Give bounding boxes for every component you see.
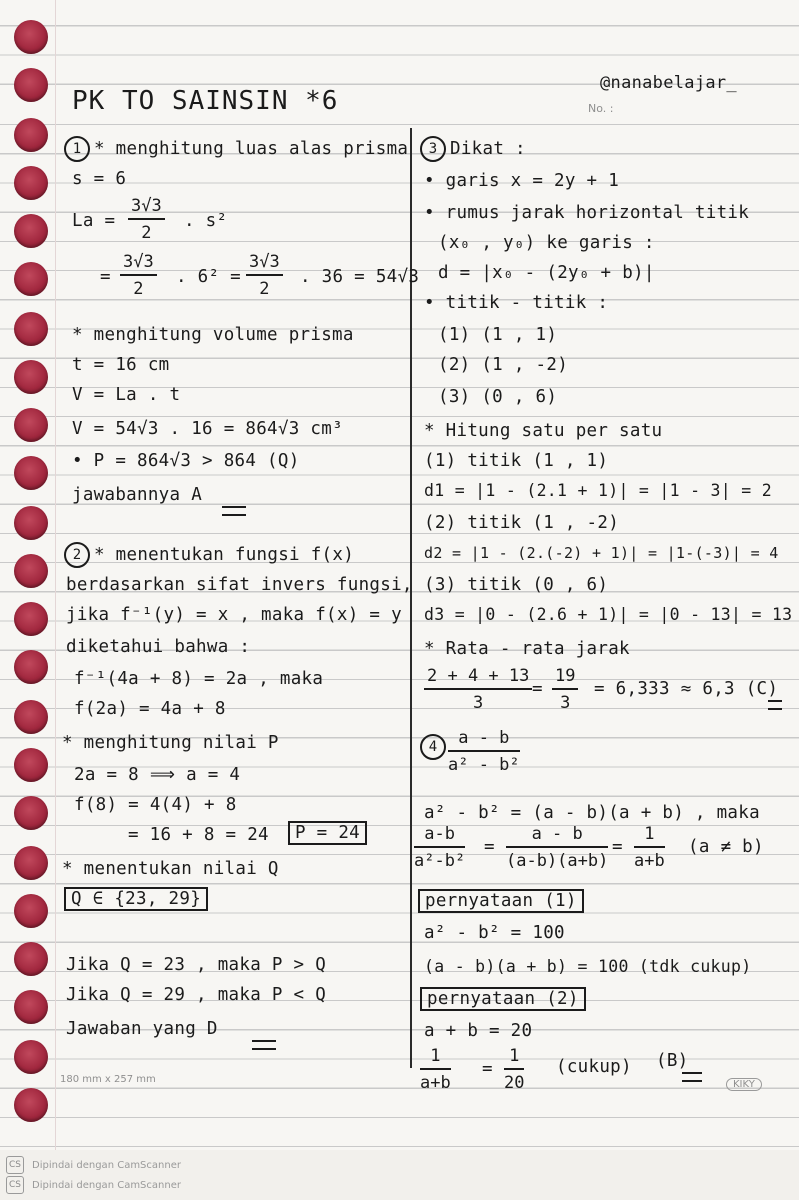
author-handle: @nanabelajar_	[600, 73, 737, 93]
q2-line-2: jika f⁻¹(y) = x , maka f(x) = y	[66, 605, 402, 625]
q4-fraction-4: $\frac{1}{a+b}$	[420, 1046, 451, 1093]
q3-case-1: (1) titik (1 , 1)	[424, 451, 609, 471]
q4-answer-underline	[682, 1072, 702, 1082]
q4-equals-1: =	[484, 837, 495, 857]
q3-line-3: (x₀ , y₀) ke garis :	[438, 233, 655, 253]
scan-watermark-text: Dipindai dengan CamScanner	[32, 1179, 181, 1191]
binder-hole	[14, 602, 48, 636]
scan-watermark-text: Dipindai dengan CamScanner	[32, 1159, 181, 1171]
q4-condition: (a ≠ b)	[688, 837, 764, 857]
q1-area-fraction-2: $\frac{3√3}{2}$	[120, 252, 157, 299]
q3-heading: Dikat :	[450, 139, 526, 159]
q4-equals-3: =	[482, 1059, 493, 1079]
q4-line-3: (a - b)(a + b) = 100 (tdk cukup)	[424, 957, 752, 976]
q3-point-2: (2) (1 , -2)	[438, 355, 569, 375]
binder-hole	[14, 214, 48, 248]
binder-hole	[14, 312, 48, 346]
q1-area-eq-mid: . 6² =	[176, 267, 242, 287]
binder-hole	[14, 846, 48, 880]
scan-watermark-row	[6, 1174, 181, 1196]
q1-volume-heading: * menghitung volume prisma	[72, 325, 354, 345]
q1-area-formula-suffix: . s²	[184, 211, 228, 231]
binder-hole	[14, 1040, 48, 1074]
q2-answer-underline	[252, 1040, 276, 1050]
paper-size-label: 180 mm x 257 mm	[60, 1074, 156, 1085]
page-number-label: No. :	[588, 102, 614, 115]
q3-average-equals: =	[532, 679, 543, 699]
q3-average-result: = 6,333 ≈ 6,3 (C)	[594, 679, 779, 699]
q2-line-7: f(8) = 4(4) + 8	[74, 795, 237, 815]
q2-line-10: Jika Q = 29 , maka P < Q	[66, 985, 327, 1005]
q3-line-1: • garis x = 2y + 1	[424, 171, 620, 191]
binder-hole	[14, 894, 48, 928]
q4-expression: $\frac{a - b}{\text{a² - b²}}$	[448, 728, 520, 775]
q4-answer: (B)	[656, 1051, 689, 1071]
q3-line-4: d = |x₀ - (2y₀ + b)|	[438, 263, 655, 283]
binder-hole	[14, 360, 48, 394]
q4-line-2: a² - b² = 100	[424, 923, 565, 943]
q2-heading: * menentukan fungsi f(x)	[94, 545, 355, 565]
paper-brand-label: KIKY	[726, 1078, 762, 1091]
q1-area-formula-prefix: La =	[72, 211, 116, 231]
q1-area-eq-prefix: =	[100, 267, 111, 287]
binder-hole	[14, 20, 48, 54]
binder-hole	[14, 1088, 48, 1122]
q2-line-4: f⁻¹(4a + 8) = 2a , maka	[74, 669, 324, 689]
q3-line-5: • titik - titik :	[424, 293, 609, 313]
binder-hole	[14, 118, 48, 152]
q1-heading: * menghitung luas alas prisma	[94, 139, 409, 159]
q3-average-fraction-2: $\frac{19}{3}$	[552, 666, 578, 713]
question-number-2: 2	[64, 542, 90, 568]
q3-point-1: (1) (1 , 1)	[438, 325, 558, 345]
margin-line	[55, 0, 56, 1150]
q2-line-8: = 16 + 8 = 24	[128, 825, 269, 845]
q2-p-heading: * menghitung nilai P	[62, 733, 279, 753]
q1-side-length: s = 6	[72, 169, 127, 189]
binder-hole	[14, 990, 48, 1024]
q3-answer-underline	[768, 700, 782, 710]
q3-line-2: • rumus jarak horizontal titik	[424, 203, 750, 223]
q4-equals-2: =	[612, 837, 623, 857]
binder-hole	[14, 262, 48, 296]
q2-p-result-box: P = 24	[288, 822, 367, 844]
binder-hole	[14, 408, 48, 442]
q1-answer-underline	[222, 506, 246, 516]
q3-distance-2: d2 = |1 - (2.(-2) + 1)| = |1-(-3)| = 4	[424, 544, 779, 562]
binder-hole	[14, 554, 48, 588]
binder-hole	[14, 796, 48, 830]
q4-statement-2-box: pernyataan (2)	[420, 988, 586, 1010]
q2-q-set-box: Q ∈ {23, 29}	[64, 888, 208, 910]
q2-line-9: Jika Q = 23 , maka P > Q	[66, 955, 327, 975]
q1-volume-value: V = 54√3 . 16 = 864√3 cm³	[72, 419, 343, 439]
q3-average-fraction: $\frac{2 + 4 + 13}{3}$	[424, 666, 532, 713]
binder-hole	[14, 748, 48, 782]
q2-line-3: diketahui bahwa :	[66, 637, 251, 657]
q2-answer: Jawaban yang D	[66, 1019, 218, 1039]
q4-fraction-5: $\frac{1}{20}$	[504, 1046, 525, 1093]
binder-hole	[14, 506, 48, 540]
question-number-4: 4	[420, 734, 446, 760]
q1-answer: jawabannya A	[72, 485, 203, 505]
scan-watermark-row	[6, 1154, 181, 1176]
q2-line-1: berdasarkan sifat invers fungsi,	[66, 575, 413, 595]
binder-hole	[14, 456, 48, 490]
q4-sufficient: (cukup)	[556, 1057, 632, 1077]
binder-hole	[14, 942, 48, 976]
q2-line-5: f(2a) = 4a + 8	[74, 699, 226, 719]
q3-calc-heading: * Hitung satu per satu	[424, 421, 663, 441]
q3-point-3: (3) (0 , 6)	[438, 387, 558, 407]
q4-line-1: a² - b² = (a - b)(a + b) , maka	[424, 803, 760, 823]
q1-height: t = 16 cm	[72, 355, 170, 375]
q4-fraction-1: $\frac{a-b}{\text{a²-b²}}$	[414, 824, 466, 871]
q1-compare: • P = 864√3 > 864 (Q)	[72, 451, 300, 471]
camscanner-logo: CS	[6, 1176, 24, 1194]
q3-distance-1: d1 = |1 - (2.1 + 1)| = |1 - 3| = 2	[424, 481, 772, 500]
scanner-footer	[0, 1150, 799, 1200]
q2-q-heading: * menentukan nilai Q	[62, 859, 279, 879]
q1-area-result: . 36 = 54√3	[300, 267, 420, 287]
q2-line-6: 2a = 8 ⟹ a = 4	[74, 765, 241, 785]
question-number-3: 3	[420, 136, 446, 162]
binder-hole	[14, 166, 48, 200]
q1-area-fraction-3: $\frac{3√3}{2}$	[246, 252, 283, 299]
q3-average-heading: * Rata - rata jarak	[424, 639, 630, 659]
page-title: PK TO SAINSIN *6	[72, 86, 339, 116]
q1-area-fraction: $\frac{3√3}{2}$	[128, 196, 165, 243]
binder-hole	[14, 650, 48, 684]
question-number-1: 1	[64, 136, 90, 162]
q4-statement-1-box: pernyataan (1)	[418, 890, 584, 912]
q3-case-2: (2) titik (1 , -2)	[424, 513, 620, 533]
q4-fraction-2: $\frac{a - b}{(a-b)(a+b)}$	[506, 824, 609, 871]
q4-fraction-3: $\frac{1}{a+b}$	[634, 824, 665, 871]
q4-line-4: a + b = 20	[424, 1021, 533, 1041]
q3-case-3: (3) titik (0 , 6)	[424, 575, 609, 595]
binder-hole	[14, 700, 48, 734]
q3-distance-3: d3 = |0 - (2.6 + 1)| = |0 - 13| = 13	[424, 605, 793, 624]
binder-hole	[14, 68, 48, 102]
q1-volume-formula: V = La . t	[72, 385, 181, 405]
camscanner-logo: CS	[6, 1156, 24, 1174]
